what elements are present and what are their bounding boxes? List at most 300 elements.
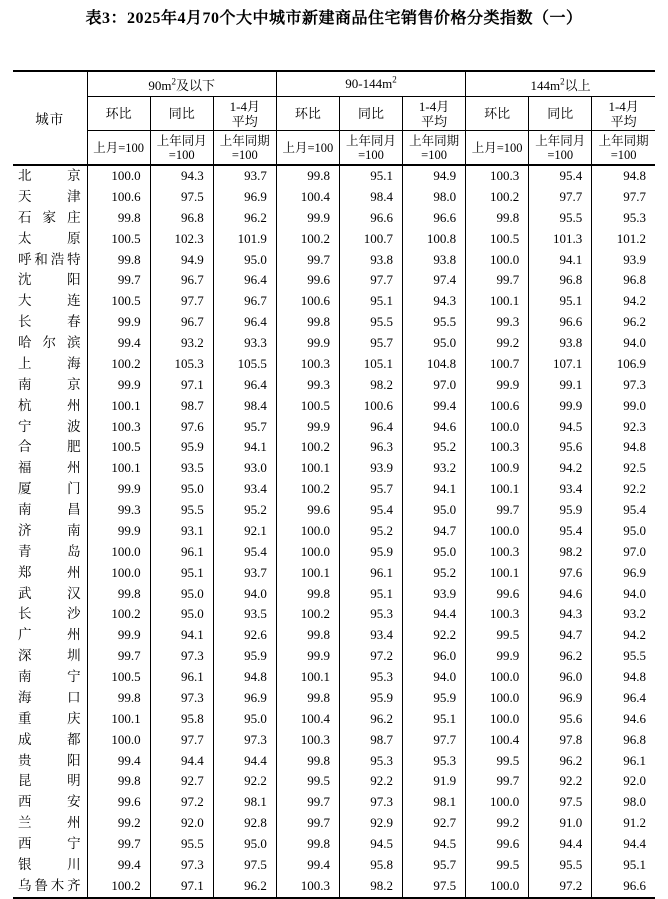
value-cell: 99.7 bbox=[87, 834, 150, 855]
city-cell: 海口 bbox=[13, 688, 87, 709]
value-cell: 106.9 bbox=[592, 354, 655, 375]
value-cell: 99.5 bbox=[466, 751, 529, 772]
value-cell: 95.9 bbox=[339, 688, 402, 709]
value-cell: 95.5 bbox=[339, 312, 402, 333]
value-cell: 100.1 bbox=[466, 479, 529, 500]
value-cell: 95.0 bbox=[403, 333, 466, 354]
value-cell: 100.0 bbox=[466, 521, 529, 542]
city-cell: 长沙 bbox=[13, 604, 87, 625]
city-cell: 广州 bbox=[13, 625, 87, 646]
value-cell: 97.3 bbox=[150, 855, 213, 876]
city-cell: 贵阳 bbox=[13, 751, 87, 772]
value-cell: 99.8 bbox=[276, 312, 339, 333]
table-row bbox=[13, 312, 655, 333]
value-cell: 100.0 bbox=[466, 250, 529, 271]
value-cell: 99.9 bbox=[276, 333, 339, 354]
value-cell: 93.4 bbox=[529, 479, 592, 500]
value-cell: 94.1 bbox=[213, 437, 276, 458]
value-cell: 96.2 bbox=[529, 646, 592, 667]
value-cell: 97.0 bbox=[592, 542, 655, 563]
city-cell: 太原 bbox=[13, 229, 87, 250]
value-cell: 95.1 bbox=[339, 291, 402, 312]
value-cell: 92.7 bbox=[403, 813, 466, 834]
value-cell: 96.0 bbox=[529, 667, 592, 688]
value-cell: 95.3 bbox=[403, 751, 466, 772]
table-row bbox=[13, 834, 655, 855]
value-cell: 94.5 bbox=[403, 834, 466, 855]
table-body bbox=[13, 165, 655, 898]
value-cell: 99.9 bbox=[276, 646, 339, 667]
value-cell: 100.3 bbox=[276, 730, 339, 751]
city-cell: 呼和浩特 bbox=[13, 250, 87, 271]
value-cell: 95.1 bbox=[403, 709, 466, 730]
price-index-table bbox=[13, 70, 655, 899]
value-cell: 97.6 bbox=[529, 563, 592, 584]
value-cell: 100.4 bbox=[466, 730, 529, 751]
value-cell: 100.5 bbox=[87, 437, 150, 458]
city-cell: 深圳 bbox=[13, 646, 87, 667]
value-cell: 96.6 bbox=[529, 312, 592, 333]
value-cell: 100.4 bbox=[276, 187, 339, 208]
value-cell: 92.2 bbox=[592, 479, 655, 500]
value-cell: 97.7 bbox=[592, 187, 655, 208]
table-row bbox=[13, 563, 655, 584]
city-cell: 沈阳 bbox=[13, 270, 87, 291]
city-cell: 石家庄 bbox=[13, 208, 87, 229]
value-cell: 94.6 bbox=[592, 709, 655, 730]
value-cell: 99.4 bbox=[276, 855, 339, 876]
value-cell: 97.7 bbox=[339, 270, 402, 291]
city-cell: 西宁 bbox=[13, 834, 87, 855]
value-cell: 93.5 bbox=[213, 604, 276, 625]
value-cell: 100.5 bbox=[87, 291, 150, 312]
value-cell: 94.8 bbox=[592, 165, 655, 187]
table-row bbox=[13, 458, 655, 479]
value-cell: 100.2 bbox=[87, 876, 150, 898]
value-cell: 95.4 bbox=[213, 542, 276, 563]
value-cell: 95.3 bbox=[339, 751, 402, 772]
city-cell: 西安 bbox=[13, 792, 87, 813]
value-cell: 105.5 bbox=[213, 354, 276, 375]
value-cell: 99.8 bbox=[276, 584, 339, 605]
value-cell: 95.0 bbox=[150, 604, 213, 625]
value-cell: 99.7 bbox=[87, 270, 150, 291]
value-cell: 99.9 bbox=[276, 208, 339, 229]
value-cell: 93.5 bbox=[150, 458, 213, 479]
value-cell: 97.5 bbox=[403, 876, 466, 898]
value-cell: 100.3 bbox=[276, 876, 339, 898]
value-cell: 99.7 bbox=[87, 646, 150, 667]
city-cell: 长春 bbox=[13, 312, 87, 333]
table-row bbox=[13, 876, 655, 898]
city-cell: 哈尔滨 bbox=[13, 333, 87, 354]
value-cell: 95.0 bbox=[403, 500, 466, 521]
value-cell: 100.1 bbox=[87, 458, 150, 479]
value-cell: 92.8 bbox=[213, 813, 276, 834]
value-cell: 100.4 bbox=[276, 709, 339, 730]
value-cell: 92.1 bbox=[213, 521, 276, 542]
value-cell: 96.1 bbox=[592, 751, 655, 772]
value-cell: 98.2 bbox=[339, 876, 402, 898]
value-cell: 95.5 bbox=[529, 208, 592, 229]
value-cell: 99.8 bbox=[466, 208, 529, 229]
city-cell: 济南 bbox=[13, 521, 87, 542]
base-index-header: 上年同期 =100 bbox=[403, 131, 466, 166]
table-row bbox=[13, 792, 655, 813]
value-cell: 94.1 bbox=[150, 625, 213, 646]
metric-header: 1-4月 平均 bbox=[403, 97, 466, 131]
value-cell: 95.9 bbox=[403, 688, 466, 709]
value-cell: 99.8 bbox=[87, 771, 150, 792]
city-cell: 郑州 bbox=[13, 563, 87, 584]
city-cell: 宁波 bbox=[13, 417, 87, 438]
table-row bbox=[13, 751, 655, 772]
value-cell: 95.0 bbox=[213, 834, 276, 855]
value-cell: 96.3 bbox=[339, 437, 402, 458]
value-cell: 100.3 bbox=[466, 437, 529, 458]
value-cell: 96.8 bbox=[592, 270, 655, 291]
value-cell: 93.2 bbox=[592, 604, 655, 625]
value-cell: 99.2 bbox=[87, 813, 150, 834]
value-cell: 96.6 bbox=[403, 208, 466, 229]
value-cell: 95.9 bbox=[213, 646, 276, 667]
value-cell: 94.2 bbox=[592, 625, 655, 646]
value-cell: 102.3 bbox=[150, 229, 213, 250]
value-cell: 99.6 bbox=[276, 270, 339, 291]
value-cell: 96.9 bbox=[529, 688, 592, 709]
value-cell: 97.5 bbox=[150, 187, 213, 208]
value-cell: 99.9 bbox=[87, 521, 150, 542]
table-row bbox=[13, 354, 655, 375]
value-cell: 96.2 bbox=[213, 208, 276, 229]
value-cell: 100.1 bbox=[87, 396, 150, 417]
value-cell: 96.4 bbox=[213, 375, 276, 396]
value-cell: 99.7 bbox=[276, 813, 339, 834]
value-cell: 95.5 bbox=[150, 834, 213, 855]
header-row-metrics bbox=[13, 97, 655, 131]
base-index-header: 上年同月 =100 bbox=[339, 131, 402, 166]
value-cell: 100.0 bbox=[466, 688, 529, 709]
value-cell: 95.0 bbox=[403, 542, 466, 563]
city-cell: 南宁 bbox=[13, 667, 87, 688]
base-index-header: 上月=100 bbox=[466, 131, 529, 166]
base-index-header: 上年同期 =100 bbox=[213, 131, 276, 166]
value-cell: 93.0 bbox=[213, 458, 276, 479]
value-cell: 91.9 bbox=[403, 771, 466, 792]
value-cell: 100.2 bbox=[276, 479, 339, 500]
base-index-header: 上月=100 bbox=[87, 131, 150, 166]
value-cell: 96.8 bbox=[529, 270, 592, 291]
value-cell: 96.2 bbox=[592, 312, 655, 333]
table-row bbox=[13, 437, 655, 458]
value-cell: 97.2 bbox=[150, 792, 213, 813]
value-cell: 96.0 bbox=[403, 646, 466, 667]
value-cell: 95.1 bbox=[529, 291, 592, 312]
value-cell: 95.7 bbox=[339, 333, 402, 354]
value-cell: 99.6 bbox=[466, 584, 529, 605]
value-cell: 93.7 bbox=[213, 165, 276, 187]
value-cell: 98.2 bbox=[339, 375, 402, 396]
value-cell: 97.7 bbox=[150, 291, 213, 312]
value-cell: 94.4 bbox=[529, 834, 592, 855]
value-cell: 99.2 bbox=[466, 813, 529, 834]
value-cell: 99.5 bbox=[466, 855, 529, 876]
value-cell: 99.7 bbox=[466, 500, 529, 521]
metric-header: 同比 bbox=[150, 97, 213, 131]
value-cell: 99.6 bbox=[87, 792, 150, 813]
value-cell: 93.9 bbox=[339, 458, 402, 479]
metric-header: 环比 bbox=[276, 97, 339, 131]
value-cell: 98.4 bbox=[213, 396, 276, 417]
value-cell: 100.0 bbox=[87, 542, 150, 563]
base-index-header: 上年同月 =100 bbox=[150, 131, 213, 166]
city-cell: 合肥 bbox=[13, 437, 87, 458]
value-cell: 97.2 bbox=[339, 646, 402, 667]
city-cell: 南昌 bbox=[13, 500, 87, 521]
city-cell: 武汉 bbox=[13, 584, 87, 605]
value-cell: 94.8 bbox=[592, 667, 655, 688]
value-cell: 96.9 bbox=[213, 187, 276, 208]
value-cell: 98.1 bbox=[403, 792, 466, 813]
value-cell: 100.7 bbox=[339, 229, 402, 250]
value-cell: 97.2 bbox=[529, 876, 592, 898]
value-cell: 94.0 bbox=[403, 667, 466, 688]
value-cell: 95.0 bbox=[592, 521, 655, 542]
value-cell: 94.6 bbox=[529, 584, 592, 605]
city-cell: 大连 bbox=[13, 291, 87, 312]
value-cell: 99.2 bbox=[466, 333, 529, 354]
value-cell: 95.6 bbox=[529, 709, 592, 730]
value-cell: 100.6 bbox=[466, 396, 529, 417]
city-cell: 北京 bbox=[13, 165, 87, 187]
value-cell: 97.3 bbox=[213, 730, 276, 751]
value-cell: 97.5 bbox=[213, 855, 276, 876]
metric-header: 同比 bbox=[529, 97, 592, 131]
value-cell: 97.4 bbox=[403, 270, 466, 291]
value-cell: 94.8 bbox=[592, 437, 655, 458]
value-cell: 99.8 bbox=[87, 584, 150, 605]
value-cell: 99.9 bbox=[466, 375, 529, 396]
value-cell: 99.8 bbox=[87, 250, 150, 271]
value-cell: 95.3 bbox=[339, 604, 402, 625]
value-cell: 101.9 bbox=[213, 229, 276, 250]
value-cell: 95.9 bbox=[529, 500, 592, 521]
value-cell: 99.9 bbox=[466, 646, 529, 667]
value-cell: 100.6 bbox=[87, 187, 150, 208]
value-cell: 94.1 bbox=[403, 479, 466, 500]
value-cell: 100.9 bbox=[466, 458, 529, 479]
value-cell: 99.1 bbox=[529, 375, 592, 396]
value-cell: 92.6 bbox=[213, 625, 276, 646]
value-cell: 100.1 bbox=[466, 291, 529, 312]
value-cell: 99.4 bbox=[87, 751, 150, 772]
value-cell: 100.0 bbox=[466, 667, 529, 688]
value-cell: 94.0 bbox=[592, 333, 655, 354]
value-cell: 95.8 bbox=[150, 709, 213, 730]
value-cell: 93.8 bbox=[339, 250, 402, 271]
value-cell: 95.2 bbox=[403, 437, 466, 458]
city-cell: 上海 bbox=[13, 354, 87, 375]
value-cell: 95.9 bbox=[339, 542, 402, 563]
value-cell: 99.8 bbox=[276, 165, 339, 187]
value-cell: 96.2 bbox=[529, 751, 592, 772]
value-cell: 92.2 bbox=[339, 771, 402, 792]
metric-header: 环比 bbox=[87, 97, 150, 131]
value-cell: 99.7 bbox=[276, 250, 339, 271]
value-cell: 100.2 bbox=[276, 229, 339, 250]
value-cell: 94.3 bbox=[403, 291, 466, 312]
value-cell: 94.2 bbox=[529, 458, 592, 479]
value-cell: 93.7 bbox=[213, 563, 276, 584]
value-cell: 98.1 bbox=[213, 792, 276, 813]
value-cell: 94.6 bbox=[403, 417, 466, 438]
value-cell: 99.5 bbox=[466, 625, 529, 646]
table-row bbox=[13, 229, 655, 250]
value-cell: 95.4 bbox=[339, 500, 402, 521]
value-cell: 99.9 bbox=[276, 417, 339, 438]
value-cell: 98.7 bbox=[150, 396, 213, 417]
value-cell: 99.9 bbox=[87, 625, 150, 646]
value-cell: 100.0 bbox=[466, 709, 529, 730]
value-cell: 107.1 bbox=[529, 354, 592, 375]
city-cell: 银川 bbox=[13, 855, 87, 876]
value-cell: 92.7 bbox=[150, 771, 213, 792]
value-cell: 98.7 bbox=[339, 730, 402, 751]
value-cell: 94.4 bbox=[592, 834, 655, 855]
city-cell: 兰州 bbox=[13, 813, 87, 834]
value-cell: 95.8 bbox=[339, 855, 402, 876]
value-cell: 99.3 bbox=[87, 500, 150, 521]
city-cell: 厦门 bbox=[13, 479, 87, 500]
value-cell: 94.8 bbox=[213, 667, 276, 688]
area-group-header: $90-144m^2$ bbox=[276, 71, 465, 97]
value-cell: 101.2 bbox=[592, 229, 655, 250]
metric-header: 环比 bbox=[466, 97, 529, 131]
value-cell: 92.3 bbox=[592, 417, 655, 438]
city-cell: 福州 bbox=[13, 458, 87, 479]
table-row bbox=[13, 771, 655, 792]
table-row bbox=[13, 646, 655, 667]
value-cell: 99.9 bbox=[87, 479, 150, 500]
value-cell: 96.6 bbox=[592, 876, 655, 898]
value-cell: 97.7 bbox=[529, 187, 592, 208]
value-cell: 97.1 bbox=[150, 375, 213, 396]
value-cell: 94.3 bbox=[150, 165, 213, 187]
table-row bbox=[13, 855, 655, 876]
value-cell: 99.6 bbox=[466, 834, 529, 855]
value-cell: 92.9 bbox=[339, 813, 402, 834]
city-cell: 青岛 bbox=[13, 542, 87, 563]
value-cell: 94.5 bbox=[529, 417, 592, 438]
value-cell: 96.9 bbox=[213, 688, 276, 709]
value-cell: 100.0 bbox=[466, 417, 529, 438]
page-title: 表3：2025年4月70个大中城市新建商品住宅销售价格分类指数（一） bbox=[85, 10, 583, 27]
city-column-header: 城市 bbox=[13, 71, 87, 165]
value-cell: 95.7 bbox=[339, 479, 402, 500]
table-row bbox=[13, 375, 655, 396]
value-cell: 99.8 bbox=[276, 688, 339, 709]
table-row bbox=[13, 688, 655, 709]
base-index-header: 上年同月 =100 bbox=[529, 131, 592, 166]
value-cell: 95.0 bbox=[213, 250, 276, 271]
value-cell: 95.5 bbox=[403, 312, 466, 333]
value-cell: 94.1 bbox=[529, 250, 592, 271]
value-cell: 97.6 bbox=[150, 417, 213, 438]
table-row bbox=[13, 333, 655, 354]
value-cell: 92.5 bbox=[592, 458, 655, 479]
value-cell: 94.9 bbox=[403, 165, 466, 187]
value-cell: 93.3 bbox=[213, 333, 276, 354]
value-cell: 95.2 bbox=[339, 521, 402, 542]
value-cell: 99.4 bbox=[87, 333, 150, 354]
table-row bbox=[13, 542, 655, 563]
value-cell: 95.7 bbox=[213, 417, 276, 438]
value-cell: 100.2 bbox=[87, 604, 150, 625]
value-cell: 95.0 bbox=[150, 479, 213, 500]
value-cell: 100.0 bbox=[276, 542, 339, 563]
value-cell: 94.4 bbox=[150, 751, 213, 772]
value-cell: 94.9 bbox=[150, 250, 213, 271]
value-cell: 100.3 bbox=[87, 417, 150, 438]
value-cell: 92.0 bbox=[592, 771, 655, 792]
value-cell: 100.0 bbox=[87, 730, 150, 751]
value-cell: 93.4 bbox=[213, 479, 276, 500]
value-cell: 95.3 bbox=[592, 208, 655, 229]
table-row bbox=[13, 625, 655, 646]
value-cell: 100.0 bbox=[466, 792, 529, 813]
value-cell: 92.2 bbox=[529, 771, 592, 792]
value-cell: 95.6 bbox=[529, 437, 592, 458]
value-cell: 104.8 bbox=[403, 354, 466, 375]
value-cell: 93.2 bbox=[150, 333, 213, 354]
value-cell: 96.9 bbox=[592, 563, 655, 584]
value-cell: 92.0 bbox=[150, 813, 213, 834]
value-cell: 94.2 bbox=[592, 291, 655, 312]
table-row bbox=[13, 709, 655, 730]
value-cell: 99.3 bbox=[276, 375, 339, 396]
value-cell: 96.8 bbox=[592, 730, 655, 751]
value-cell: 96.7 bbox=[150, 312, 213, 333]
city-cell: 杭州 bbox=[13, 396, 87, 417]
table-row bbox=[13, 291, 655, 312]
value-cell: 96.7 bbox=[213, 291, 276, 312]
value-cell: 97.3 bbox=[150, 688, 213, 709]
table-row bbox=[13, 730, 655, 751]
value-cell: 94.5 bbox=[339, 834, 402, 855]
table-row bbox=[13, 165, 655, 187]
value-cell: 93.2 bbox=[403, 458, 466, 479]
table-row bbox=[13, 813, 655, 834]
value-cell: 97.3 bbox=[592, 375, 655, 396]
table-head bbox=[13, 71, 655, 165]
base-index-header: 上年同期 =100 bbox=[592, 131, 655, 166]
value-cell: 100.1 bbox=[87, 709, 150, 730]
value-cell: 96.1 bbox=[150, 542, 213, 563]
city-cell: 南京 bbox=[13, 375, 87, 396]
value-cell: 95.4 bbox=[529, 521, 592, 542]
value-cell: 96.4 bbox=[213, 312, 276, 333]
value-cell: 93.4 bbox=[339, 625, 402, 646]
value-cell: 96.1 bbox=[339, 563, 402, 584]
value-cell: 94.4 bbox=[213, 751, 276, 772]
value-cell: 93.9 bbox=[592, 250, 655, 271]
value-cell: 100.6 bbox=[276, 291, 339, 312]
value-cell: 99.7 bbox=[276, 792, 339, 813]
value-cell: 97.8 bbox=[529, 730, 592, 751]
city-cell: 乌鲁木齐 bbox=[13, 876, 87, 898]
value-cell: 97.0 bbox=[403, 375, 466, 396]
value-cell: 92.2 bbox=[213, 771, 276, 792]
